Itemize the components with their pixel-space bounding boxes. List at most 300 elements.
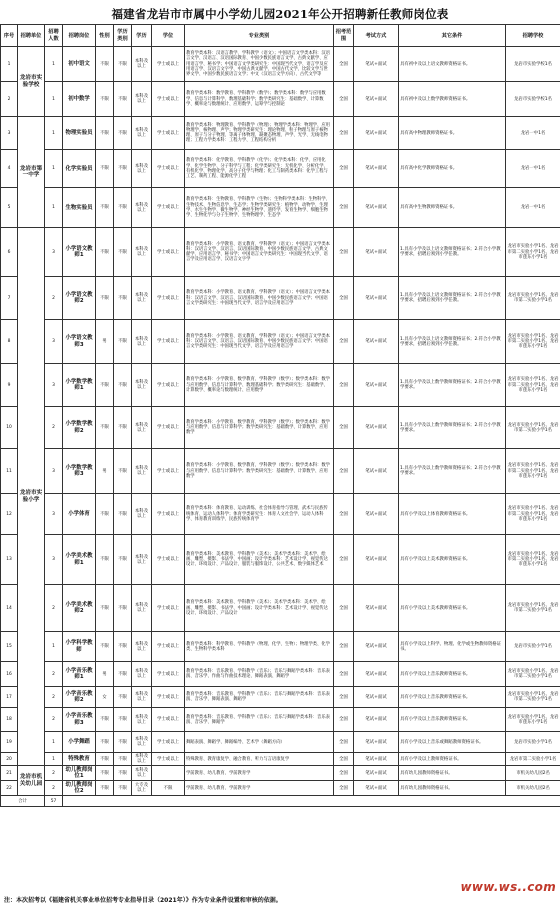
gender: 不限 <box>96 47 114 82</box>
row-number: 18 <box>1 708 18 732</box>
hiring-school: 市机关幼儿园2名 <box>506 781 560 796</box>
other-conditions: 具有小学及以上科学、物理、化学或生物教师资格证书。 <box>399 632 506 662</box>
gender: 不限 <box>96 150 114 188</box>
row-number: 13 <box>1 535 18 585</box>
degree: 学士或以上 <box>152 708 185 732</box>
hiring-count: 1 <box>45 188 63 228</box>
gender: 不限 <box>96 228 114 277</box>
hiring-school: 龙岩市实验小学1名、龙岩市第二实验小学1名、龙岩市莲东小学1名 <box>506 228 560 277</box>
hiring-school: 龙岩市实验学校1名 <box>506 47 560 82</box>
gender: 男 <box>96 662 114 687</box>
education-type: 不限 <box>114 364 132 407</box>
table-row <box>1 228 560 277</box>
other-conditions: 具有小学及以上美术教师资格证书。 <box>399 585 506 632</box>
header-cell: 招聘岗位 <box>63 25 96 47</box>
other-conditions: 1.具有小学及以上数学教师资格证书；2.符合小学教学要求。 <box>399 364 506 407</box>
degree: 学士或以上 <box>152 662 185 687</box>
degree: 学士或以上 <box>152 320 185 364</box>
other-conditions: 具有小学及以上教师资格证书。 <box>399 753 506 766</box>
other-conditions: 具有初中及以上数学教师资格证书。 <box>399 82 506 117</box>
hiring-school: 市机关幼儿园2名 <box>506 766 560 781</box>
education-level: 本科及以上 <box>132 364 152 407</box>
recruit-scope: 全国 <box>334 766 354 781</box>
hiring-unit: 龙岩市机关幼儿园 <box>18 766 45 796</box>
hiring-count: 2 <box>45 277 63 320</box>
other-conditions: 具有幼儿园教师资格证书。 <box>399 781 506 796</box>
degree: 学士或以上 <box>152 117 185 150</box>
recruit-scope: 全国 <box>334 277 354 320</box>
total-value: 57 <box>45 796 63 807</box>
education-type: 不限 <box>114 535 132 585</box>
recruitment-table <box>0 24 560 807</box>
education-level: 本科及以上 <box>132 732 152 753</box>
post-name: 幼儿教师岗位1 <box>63 766 96 781</box>
major-requirements: 教育学类本科：化学教育、学科教学（化学）；化学类本科：化学、应用化学、化学生物学、分子科学与工程；化学类研究生：无机化学、分析化学、有机化学、物理化学、高分子化学与物理；化工与制药类本科：化学工程与工艺、制药工程、能源化学工程 <box>185 150 334 188</box>
recruit-scope: 全国 <box>334 82 354 117</box>
post-name: 初中语文 <box>63 47 96 82</box>
exam-method: 笔试+面试 <box>354 228 399 277</box>
other-conditions: 具有高中物理教师资格证书。 <box>399 117 506 150</box>
recruit-scope: 全国 <box>334 320 354 364</box>
gender: 男 <box>96 320 114 364</box>
hiring-school: 龙岩市实验小学1名、龙岩市第二实验小学1名、龙岩市莲东小学1名 <box>506 449 560 494</box>
table-header-row <box>1 25 560 47</box>
hiring-school: 龙岩市实验小学1名、龙岩市第二实验小学1名 <box>506 277 560 320</box>
gender: 不限 <box>96 708 114 732</box>
hiring-school: 龙岩市实验小学1名、龙岩市第二实验小学1名、龙岩市莲东小学1名 <box>506 364 560 407</box>
exam-method: 笔试+面试 <box>354 47 399 82</box>
other-conditions: 1.具有小学及以上语文教师资格证书；2.符合小学教学要求，招聘后须到小学任教。 <box>399 277 506 320</box>
education-level: 本科及以上 <box>132 708 152 732</box>
degree: 学士或以上 <box>152 47 185 82</box>
table-row <box>1 494 560 535</box>
other-conditions: 具有小学及以上音乐教师资格证书。 <box>399 687 506 708</box>
recruit-scope: 全国 <box>334 407 354 449</box>
education-type: 不限 <box>114 320 132 364</box>
row-number: 7 <box>1 277 18 320</box>
header-cell: 考试方式 <box>354 25 399 47</box>
gender: 不限 <box>96 632 114 662</box>
table-body <box>1 47 560 807</box>
table-row <box>1 687 560 708</box>
site-watermark: www.ws..com <box>460 880 556 894</box>
recruit-scope: 全国 <box>334 708 354 732</box>
post-name: 小学数学教师2 <box>63 407 96 449</box>
exam-method: 笔试+面试 <box>354 781 399 796</box>
table-row <box>1 150 560 188</box>
exam-method: 笔试+面试 <box>354 632 399 662</box>
header-cell: 其它条件 <box>399 25 506 47</box>
hiring-school: 龙岩市实验小学1名 <box>506 732 560 753</box>
hiring-school: 龙岩市实验小学1名、龙岩市莲东小学1名 <box>506 708 560 732</box>
hiring-count: 3 <box>45 228 63 277</box>
hiring-count: 1 <box>45 732 63 753</box>
hiring-count: 2 <box>45 585 63 632</box>
exam-method: 笔试+面试 <box>354 320 399 364</box>
education-type: 不限 <box>114 662 132 687</box>
education-type: 不限 <box>114 117 132 150</box>
education-type: 不限 <box>114 228 132 277</box>
hiring-unit: 龙岩市第一中学 <box>18 117 45 228</box>
row-number: 12 <box>1 494 18 535</box>
table-row <box>1 117 560 150</box>
table-row <box>1 535 560 585</box>
education-type: 不限 <box>114 277 132 320</box>
education-type: 不限 <box>114 708 132 732</box>
exam-method: 笔试+面试 <box>354 494 399 535</box>
exam-method: 笔试+面试 <box>354 687 399 708</box>
education-level: 本科及以上 <box>132 117 152 150</box>
gender: 不限 <box>96 407 114 449</box>
gender: 不限 <box>96 364 114 407</box>
post-name: 小学语文教师2 <box>63 277 96 320</box>
recruit-scope: 全国 <box>334 781 354 796</box>
degree: 学士或以上 <box>152 407 185 449</box>
table-row <box>1 732 560 753</box>
row-number: 19 <box>1 732 18 753</box>
header-cell: 专业类别 <box>185 25 334 47</box>
total-row <box>1 796 560 807</box>
gender: 不限 <box>96 585 114 632</box>
gender: 不限 <box>96 753 114 766</box>
major-requirements: 教育学类本科：小学教育、语文教育、学科教学（语文）；中国语言文学类本科：汉语言文学、汉语言、汉语国际教育、中国少数民族语言文学；中国语言文学类研究生：中国现当代文学、语言学及应用语言学 <box>185 277 334 320</box>
degree: 学士或以上 <box>152 687 185 708</box>
recruit-scope: 全国 <box>334 449 354 494</box>
table-row <box>1 47 560 82</box>
row-number: 16 <box>1 662 18 687</box>
degree: 学士或以上 <box>152 494 185 535</box>
major-requirements: 教育学类本科：生物教育、学科教学（生物）；生物科学类本科：生物科学、生物技术、生物信息学、生态学；生物学类研究生：植物学、动物学、生理学、水生生物学、微生物学、神经生物学、遗传学、发育生物学、细胞生物学、生物化学与分子生物学、生物物理学、生态学 <box>185 188 334 228</box>
hiring-count: 2 <box>45 687 63 708</box>
header-cell: 学历 <box>132 25 152 47</box>
education-level: 本科及以上 <box>132 150 152 188</box>
row-number: 22 <box>1 781 18 796</box>
gender: 不限 <box>96 494 114 535</box>
exam-method: 笔试+面试 <box>354 753 399 766</box>
education-type: 不限 <box>114 47 132 82</box>
major-requirements: 教育学类本科：小学教育、数学教育、学科教学（数学）；数学类本科：数学与应用数学、信息与计算科学、数理基础科学；数学类研究生：基础数学、计算数学、概率论与数理统计、应用数学 <box>185 364 334 407</box>
table-row <box>1 449 560 494</box>
degree: 学士或以上 <box>152 732 185 753</box>
recruit-scope: 全国 <box>334 228 354 277</box>
row-number: 5 <box>1 188 18 228</box>
row-number: 2 <box>1 82 18 117</box>
gender: 不限 <box>96 277 114 320</box>
hiring-count: 3 <box>45 320 63 364</box>
other-conditions: 1.具有小学及以上数学教师资格证书；2.符合小学教学要求。 <box>399 449 506 494</box>
post-name: 小学舞蹈 <box>63 732 96 753</box>
exam-method: 笔试+面试 <box>354 82 399 117</box>
education-type: 不限 <box>114 150 132 188</box>
degree: 学士或以上 <box>152 753 185 766</box>
hiring-unit: 龙岩市实验学校 <box>18 47 45 117</box>
education-level: 本科及以上 <box>132 766 152 781</box>
hiring-count: 1 <box>45 150 63 188</box>
education-level: 本科及以上 <box>132 407 152 449</box>
table-row <box>1 364 560 407</box>
hiring-unit: 龙岩市实验小学 <box>18 228 45 766</box>
degree: 学士或以上 <box>152 632 185 662</box>
header-cell: 学位 <box>152 25 185 47</box>
hiring-count: 2 <box>45 407 63 449</box>
row-number: 10 <box>1 407 18 449</box>
exam-method: 笔试+面试 <box>354 117 399 150</box>
degree <box>152 766 185 781</box>
major-requirements: 教育学类本科：音乐教育、学科教学（音乐）；音乐与舞蹈学类本科：音乐表演、音乐学、作曲与作曲技术理论、舞蹈表演、舞蹈学 <box>185 662 334 687</box>
table-row <box>1 188 560 228</box>
row-number: 8 <box>1 320 18 364</box>
hiring-count: 2 <box>45 781 63 796</box>
hiring-count: 1 <box>45 47 63 82</box>
hiring-school: 龙岩市实验小学1名、龙岩市第二实验小学1名、龙岩市莲东小学1名 <box>506 320 560 364</box>
education-level: 本科及以上 <box>132 277 152 320</box>
degree: 学士或以上 <box>152 449 185 494</box>
post-name: 特殊教育 <box>63 753 96 766</box>
education-level: 本科及以上 <box>132 228 152 277</box>
major-requirements: 教育学类本科：小学教育、语文教育、学科教学（语文）；中国语言文学类本科：汉语言文学、汉语言、汉语国际教育、中国少数民族语言文学；中国语言文学类研究生：中国现当代文学、语言学及应用语言学 <box>185 320 334 364</box>
education-level: 本科及以上 <box>132 47 152 82</box>
major-requirements: 教育学类本科：美术教育、学科教学（美术）；美术学类本科：美术学、绘画、雕塑、摄影、书法学、中国画；设计学类本科：艺术设计学、视觉传达设计、环境设计、产品设计 <box>185 585 334 632</box>
education-level: 本科及以上 <box>132 449 152 494</box>
gender: 不限 <box>96 535 114 585</box>
major-requirements: 教育学类本科：小学教育、数学教育、学科教学（数学）；数学类本科：数学与应用数学、信息与计算科学；数学类研究生：基础数学、计算数学、应用数学 <box>185 449 334 494</box>
post-name: 生物实验员 <box>63 188 96 228</box>
row-number: 9 <box>1 364 18 407</box>
header-cell: 性别 <box>96 25 114 47</box>
education-type: 不限 <box>114 188 132 228</box>
degree: 学士或以上 <box>152 277 185 320</box>
recruit-scope: 全国 <box>334 753 354 766</box>
header-cell: 招聘人数 <box>45 25 63 47</box>
row-number: 14 <box>1 585 18 632</box>
post-name: 小学数学教师3 <box>63 449 96 494</box>
exam-method: 笔试+面试 <box>354 364 399 407</box>
hiring-count: 2 <box>45 708 63 732</box>
header-cell: 招考范围 <box>334 25 354 47</box>
table-row <box>1 708 560 732</box>
degree: 学士或以上 <box>152 364 185 407</box>
degree: 学士或以上 <box>152 535 185 585</box>
other-conditions: 1.具有小学及以上语文教师资格证书；2.符合小学教学要求，招聘后须到小学任教。 <box>399 228 506 277</box>
hiring-school: 龙岩市实验小学1名 <box>506 632 560 662</box>
hiring-count: 3 <box>45 449 63 494</box>
row-number: 6 <box>1 228 18 277</box>
gender: 不限 <box>96 82 114 117</box>
hiring-school: 龙岩一中1名 <box>506 150 560 188</box>
hiring-school: 龙岩市实验小学1名、龙岩市第二实验小学1名 <box>506 407 560 449</box>
major-requirements: 教育学类本科：体育教育、运动训练、社会体育指导与管理、武术与民族传统体育、运动人体科学；体育学类研究生：体育人文社会学、运动人体科学、体育教育训练学、民族传统体育学 <box>185 494 334 535</box>
exam-method: 笔试+面试 <box>354 277 399 320</box>
post-name: 小学语文教师3 <box>63 320 96 364</box>
hiring-count: 1 <box>45 117 63 150</box>
exam-method: 笔试+面试 <box>354 708 399 732</box>
post-name: 小学体育 <box>63 494 96 535</box>
education-type: 不限 <box>114 494 132 535</box>
row-number: 20 <box>1 753 18 766</box>
major-requirements: 舞蹈表演、舞蹈学、舞蹈编导、艺术学（舞蹈方向） <box>185 732 334 753</box>
hiring-count: 2 <box>45 766 63 781</box>
degree: 学士或以上 <box>152 188 185 228</box>
education-level: 本科及以上 <box>132 753 152 766</box>
major-requirements: 学前教育、幼儿教育、学前教育学 <box>185 766 334 781</box>
education-type: 不限 <box>114 766 132 781</box>
table-row <box>1 585 560 632</box>
education-level: 本科及以上 <box>132 82 152 117</box>
post-name: 化学实验员 <box>63 150 96 188</box>
post-name: 小学美术教师2 <box>63 585 96 632</box>
hiring-school: 龙岩一中1名 <box>506 188 560 228</box>
education-type: 不限 <box>114 781 132 796</box>
exam-method: 笔试+面试 <box>354 732 399 753</box>
exam-method: 笔试+面试 <box>354 585 399 632</box>
row-number: 1 <box>1 47 18 82</box>
recruit-scope: 全国 <box>334 117 354 150</box>
education-level: 本科及以上 <box>132 535 152 585</box>
education-level: 本科及以上 <box>132 632 152 662</box>
hiring-school: 龙岩市第二实验小学1名 <box>506 753 560 766</box>
other-conditions: 具有幼儿园教师资格证书。 <box>399 766 506 781</box>
degree: 学士或以上 <box>152 228 185 277</box>
header-cell: 序号 <box>1 25 18 47</box>
hiring-school: 龙岩市实验小学1名、龙岩市第二实验小学1名 <box>506 687 560 708</box>
other-conditions: 具有高中化学教师资格证书。 <box>399 150 506 188</box>
education-type: 不限 <box>114 632 132 662</box>
major-requirements: 教育学类本科：小学教育、语文教育、学科教学（语文）；中国语言文学类本科：汉语言文学、汉语言、汉语国际教育、中国少数民族语言文学、古典文献学、应用语言学、秘书学；中国语言文学类研究生：中国现当代文学、语言学及应用语言学、汉语言文字学 <box>185 228 334 277</box>
degree: 学士或以上 <box>152 82 185 117</box>
row-number: 4 <box>1 150 18 188</box>
recruit-scope: 全国 <box>334 150 354 188</box>
recruit-scope: 全国 <box>334 632 354 662</box>
exam-method: 笔试+面试 <box>354 535 399 585</box>
other-conditions: 具有小学及以上音乐教师资格证书。 <box>399 708 506 732</box>
gender: 不限 <box>96 732 114 753</box>
education-level: 本科及以上 <box>132 188 152 228</box>
header-cell: 招聘学校 <box>506 25 560 47</box>
education-type: 不限 <box>114 407 132 449</box>
hiring-count: 1 <box>45 753 63 766</box>
table-row <box>1 781 560 796</box>
major-requirements: 特殊教育、教育康复学、融合教育、听力与言语康复学 <box>185 753 334 766</box>
table-row <box>1 320 560 364</box>
hiring-school: 龙岩市实验学校1名 <box>506 82 560 117</box>
post-name: 小学数学教师1 <box>63 364 96 407</box>
footnote: 注：本次招考以《福建省机关事业单位招考专业指导目录（2021年）》作为专业条件设置和审核的依据。 <box>4 897 282 904</box>
hiring-count: 3 <box>45 494 63 535</box>
recruit-scope: 全国 <box>334 732 354 753</box>
other-conditions: 具有小学及以上音乐或舞蹈教师资格证书。 <box>399 732 506 753</box>
recruit-scope: 全国 <box>334 47 354 82</box>
post-name: 小学语文教师1 <box>63 228 96 277</box>
other-conditions: 具有小学及以上美术教师资格证书。 <box>399 535 506 585</box>
table-row <box>1 766 560 781</box>
table-row <box>1 407 560 449</box>
gender: 男 <box>96 449 114 494</box>
recruit-scope: 全国 <box>334 188 354 228</box>
degree: 不限 <box>152 781 185 796</box>
table-row <box>1 277 560 320</box>
other-conditions: 1.具有小学及以上数学教师资格证书；2.符合小学教学要求。 <box>399 407 506 449</box>
hiring-school: 龙岩市实验小学1名、龙岩市第二实验小学1名、龙岩市莲东小学1名 <box>506 535 560 585</box>
exam-method: 笔试+面试 <box>354 449 399 494</box>
exam-method: 笔试+面试 <box>354 662 399 687</box>
gender: 不限 <box>96 766 114 781</box>
hiring-school: 龙岩市实验小学1名、龙岩市第二实验小学1名 <box>506 662 560 687</box>
gender: 不限 <box>96 781 114 796</box>
gender: 不限 <box>96 117 114 150</box>
major-requirements: 教育学类本科：音乐教育、学科教学（音乐）；音乐与舞蹈学类本科：音乐表演、音乐学、舞蹈表演、舞蹈学 <box>185 687 334 708</box>
post-name: 小学音乐教师2 <box>63 687 96 708</box>
education-level: 本科及以上 <box>132 494 152 535</box>
education-type: 不限 <box>114 449 132 494</box>
education-type: 不限 <box>114 687 132 708</box>
major-requirements: 教育学类本科：音乐教育、学科教学（音乐）；音乐与舞蹈学类本科：音乐表演、音乐学、舞蹈学 <box>185 708 334 732</box>
other-conditions: 具有小学及以上音乐教师资格证书。 <box>399 662 506 687</box>
education-level: 本科及以上 <box>132 585 152 632</box>
other-conditions: 具有初中及以上语文教师资格证书。 <box>399 47 506 82</box>
major-requirements: 教育学类本科：数学教育、学科教学（数学）；数学类本科：数学与应用数学、信息与计算科学、数理基础科学；数学类研究生：基础数学、计算数学、概率论与数理统计、应用数学、运筹学与控制论 <box>185 82 334 117</box>
gender: 不限 <box>96 188 114 228</box>
major-requirements: 教育学类本科：科学教育、学科教学（物理、化学、生物）；物理学类、化学类、生物科学类本科 <box>185 632 334 662</box>
total-empty <box>63 796 560 807</box>
exam-method: 笔试+面试 <box>354 150 399 188</box>
row-number: 15 <box>1 632 18 662</box>
post-name: 初中数学 <box>63 82 96 117</box>
header-cell: 招聘单位 <box>18 25 45 47</box>
degree: 学士或以上 <box>152 150 185 188</box>
hiring-count: 3 <box>45 364 63 407</box>
education-level: 大专及以上 <box>132 781 152 796</box>
exam-method: 笔试+面试 <box>354 407 399 449</box>
hiring-count: 1 <box>45 632 63 662</box>
table-row <box>1 662 560 687</box>
recruit-scope: 全国 <box>334 364 354 407</box>
row-number: 17 <box>1 687 18 708</box>
other-conditions: 具有高中生物教师资格证书。 <box>399 188 506 228</box>
post-name: 幼儿教师岗位2 <box>63 781 96 796</box>
post-name: 小学音乐教师1 <box>63 662 96 687</box>
major-requirements: 教育学类本科：汉语言教学、学科教学（语文）；中国语言文学类本科：汉语言文学、汉语言、汉语国际教育、中国少数民族语言文学、古典文献学、应用语言学、秘书学；中国语言文学类研究生：中国现当代文学、语言学及应用语言学、汉语言文字学、中国古典文献学、中国古代文学、比较文学与世界文学、中国少数民族语言文学；中文（汉语言文学方向）、古代文学等 <box>185 47 334 82</box>
post-name: 小学美术教师1 <box>63 535 96 585</box>
table-row <box>1 82 560 117</box>
major-requirements: 教育学类本科：物理教育、学科教学（物理）；物理学类本科：物理学、应用物理学、核物理、声学；物理学类研究生：理论物理、粒子物理与原子核物理、原子与分子物理、等离子体物理、凝聚态物理、声学、光学、无线电物理；工程力学类本科：工程力学、工程结构分析 <box>185 117 334 150</box>
hiring-school: 龙岩市实验小学1名、龙岩市第二实验小学1名、龙岩市莲东小学1名 <box>506 494 560 535</box>
row-number: 21 <box>1 766 18 781</box>
hiring-school: 龙岩一中1名 <box>506 117 560 150</box>
row-number: 11 <box>1 449 18 494</box>
education-level: 本科及以上 <box>132 320 152 364</box>
hiring-count: 1 <box>45 82 63 117</box>
post-name: 小学音乐教师3 <box>63 708 96 732</box>
major-requirements: 学前教育、幼儿教育、学前教育学 <box>185 781 334 796</box>
header-cell: 学历类别 <box>114 25 132 47</box>
exam-method: 笔试+面试 <box>354 188 399 228</box>
recruit-scope: 全国 <box>334 535 354 585</box>
education-level: 本科及以上 <box>132 662 152 687</box>
document-title: 福建省龙岩市市属中小学幼儿园2021年公开招聘新任教师岗位表 <box>111 7 449 21</box>
post-name: 小学科学教师 <box>63 632 96 662</box>
major-requirements: 教育学类本科：小学教育、数学教育、学科教学（数学）；数学类本科：数学与应用数学、信息与计算科学；数学类研究生：基础数学、计算数学、应用数学 <box>185 407 334 449</box>
education-type: 不限 <box>114 732 132 753</box>
recruit-scope: 全国 <box>334 494 354 535</box>
total-label: 合计 <box>1 796 45 807</box>
recruit-scope: 全国 <box>334 585 354 632</box>
table-row <box>1 632 560 662</box>
hiring-count: 3 <box>45 535 63 585</box>
major-requirements: 教育学类本科：美术教育、学科教学（美术）；美术学类本科：美术学、绘画、雕塑、摄影、书法学、中国画；设计学类本科：艺术设计学、视觉传达设计、环境设计、产品设计、服装与服饰设计、公共艺术、数字媒体艺术 <box>185 535 334 585</box>
post-name: 物理实验员 <box>63 117 96 150</box>
education-type: 不限 <box>114 753 132 766</box>
gender: 女 <box>96 687 114 708</box>
